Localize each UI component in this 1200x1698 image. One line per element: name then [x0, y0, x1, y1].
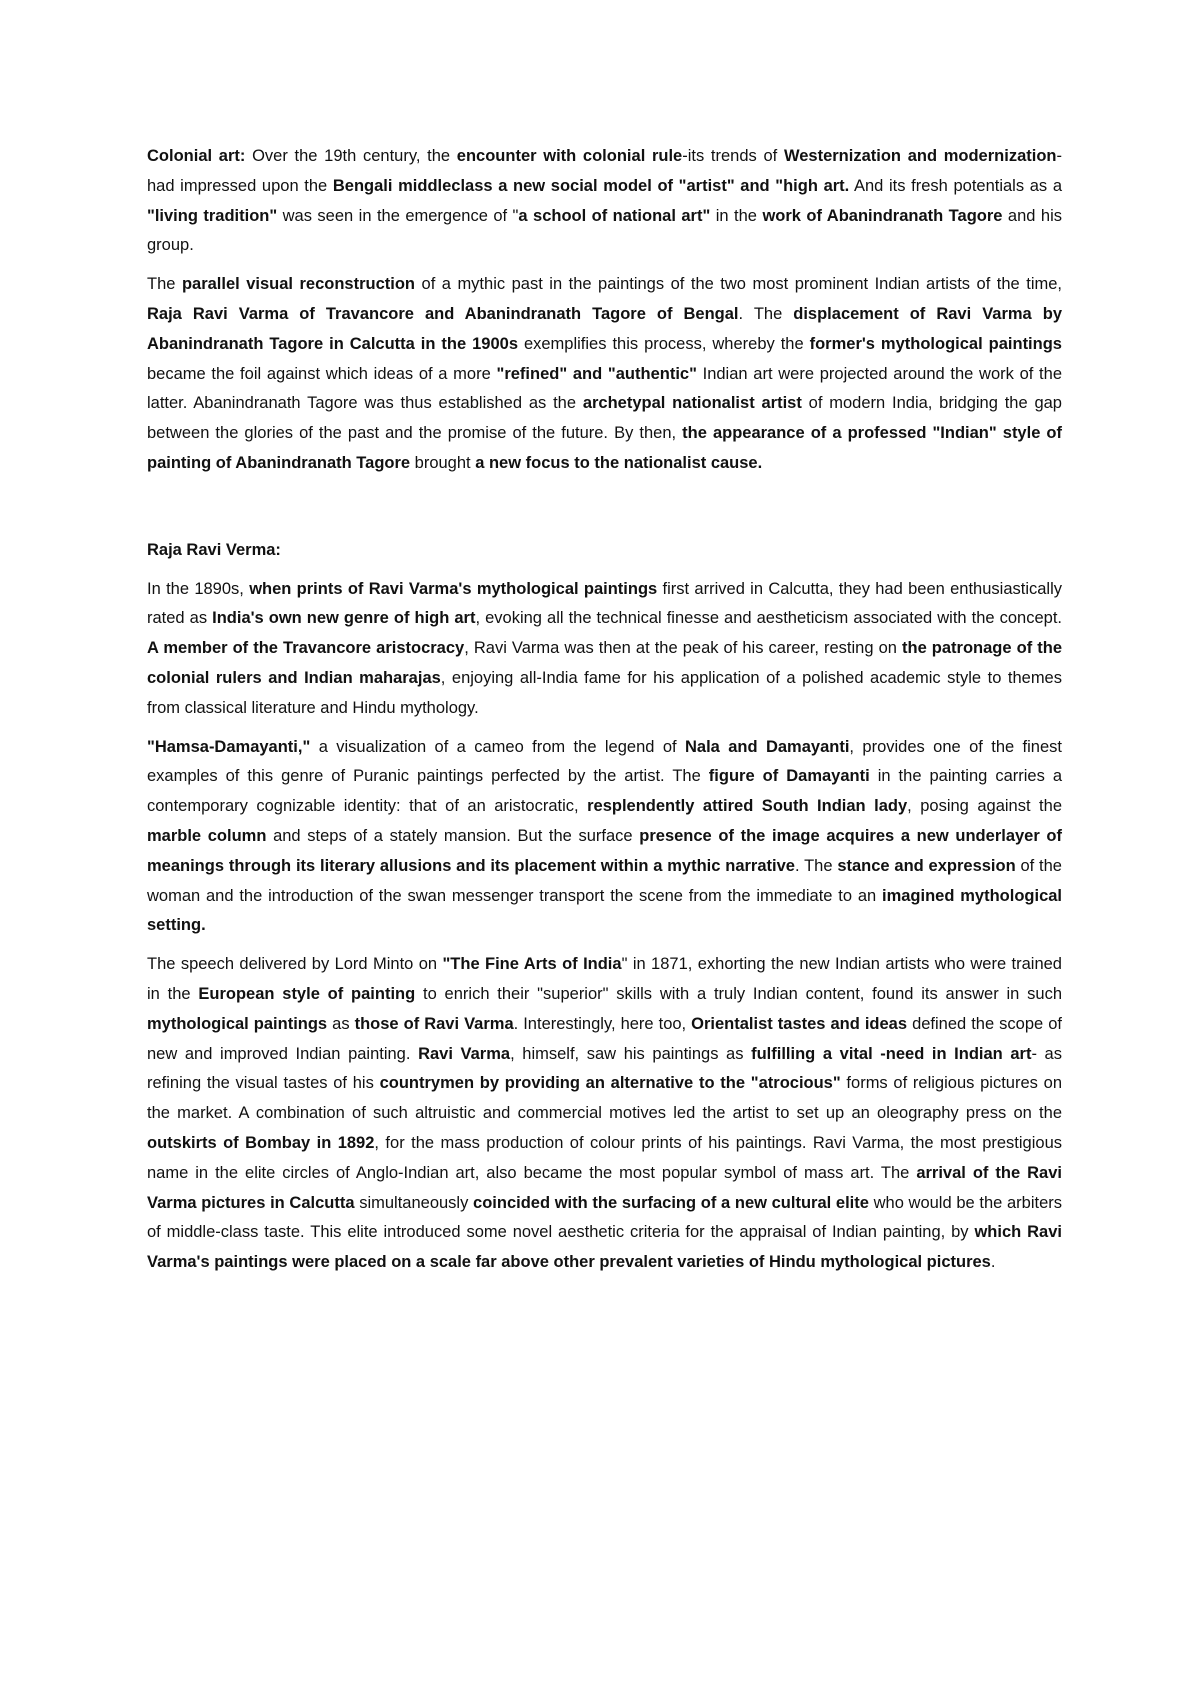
text-run: exemplifies this process, whereby the [518, 334, 810, 353]
bold-text-run: stance and expression [837, 856, 1016, 875]
bold-text-run: coincided with the surfacing of a new cultural elite [473, 1193, 869, 1212]
bold-text-run: imagined mythological setting. [147, 886, 1063, 935]
text-run: Over the 19th century, the [245, 147, 457, 165]
bold-text-run: archetypal nationalist artist [582, 394, 802, 413]
text-run: . The [738, 304, 794, 323]
bold-text-run: encounter with colonial rule [456, 147, 683, 165]
bold-text-run: Orientalist tastes and ideas [691, 1014, 908, 1033]
text-run: The [147, 275, 182, 294]
text-run: of the woman and the introduction of the swan messenger transport the scene from the immediate to an [147, 856, 1062, 905]
text-run: forms of religious pictures on the market. A combination of such altruistic and commercial motives led the artist to set up an oleography press on the [147, 1074, 1062, 1123]
bold-text-run: "living tradition" [147, 206, 278, 225]
bold-text-run: which Ravi Varma's paintings were placed on a scale far above other prevalent varieties of Hindu mythological pictures [147, 1223, 1062, 1272]
paragraph [147, 270, 1062, 479]
bold-text-run: a school of national art" [518, 206, 711, 225]
text-run: simultaneously [354, 1193, 474, 1212]
text-run: a visualization of a cameo from the legend of [310, 737, 685, 756]
bold-text-run: Bengali middleclass a new social model of "artist" and "high art. [332, 176, 850, 195]
text-run: , for the mass production of colour prints of his paintings. Ravi Varma, the most prestigious name in the elite circles of Anglo-Indian art, also became the most popular symbol of mass art. The [147, 1133, 1063, 1182]
text-run: , Ravi Varma was then at the peak of his career, resting on [464, 639, 902, 658]
text-run: brought [410, 453, 476, 472]
text-run: , posing against the [907, 797, 1062, 816]
bold-text-run: Ravi Varma [418, 1044, 511, 1063]
text-run: , evoking all the technical finesse and aestheticism associated with the concept. [475, 609, 1063, 628]
text-run: in the [710, 206, 763, 225]
bold-text-run: mythological paintings [147, 1014, 328, 1033]
bold-text-run: displacement of Ravi Varma by Abanindranath Tagore in Calcutta in the 1900s [147, 304, 1062, 353]
text-run: as [327, 1014, 355, 1033]
bold-text-run: the patronage of the colonial rulers and Indian maharajas [147, 639, 1062, 687]
text-run: -its trends of [682, 147, 784, 165]
bold-text-run: Nala and Damayanti [684, 737, 850, 756]
text-run: defined the scope of new and improved Indian painting. [147, 1014, 1062, 1063]
text-run: to enrich their "superior" skills with a truly Indian content, found its answer in such [415, 984, 1063, 1003]
text-run: of a mythic past in the paintings of the two most prominent Indian artists of the time, [415, 275, 1062, 294]
text-run: . The [794, 856, 838, 875]
paragraph [147, 575, 1062, 724]
text-run: And its fresh potentials as a [849, 176, 1062, 195]
bold-text-run: "Hamsa-Damayanti," [147, 737, 311, 756]
bold-text-run: "The Fine Arts of India [442, 955, 622, 974]
bold-text-run: A member of the Travancore aristocracy [147, 639, 465, 658]
bold-text-run: when prints of Ravi Varma's mythological paintings [249, 579, 658, 598]
document-page [147, 142, 1062, 1287]
bold-text-run: outskirts of Bombay in 1892 [147, 1133, 375, 1152]
text-run: - as refining the visual tastes of his [147, 1044, 1062, 1093]
text-run: , himself, saw his paintings as [510, 1044, 752, 1063]
section-heading [147, 536, 1062, 566]
text-run: of modern India, bridging the gap between the glories of the past and the promise of the future. By then, [147, 394, 1062, 443]
text-run: , provides one of the finest examples of this genre of Puranic paintings perfected by the artist. The [147, 737, 1062, 786]
bold-text-run: those of Ravi Varma [354, 1014, 514, 1033]
paragraph [147, 142, 1062, 261]
bold-text-run: parallel visual reconstruction [181, 275, 416, 294]
text-run: In the 1890s, [147, 579, 250, 598]
bold-text-run: figure of Damayanti [708, 767, 870, 786]
bold-text-run: countrymen by providing an alternative to the "atrocious" [379, 1074, 841, 1093]
bold-text-run: a new focus to the nationalist cause. [475, 453, 763, 472]
bold-text-run: marble column [147, 826, 267, 845]
text-run: The speech delivered by Lord Minto on [147, 955, 443, 974]
text-run: in the painting carries a contemporary cognizable identity: that of an aristocratic, [147, 767, 1063, 816]
bold-text-run: "refined" and "authentic" [496, 364, 697, 383]
text-run: , enjoying all-India fame for his application of a polished academic style to themes from classical literature and Hindu mythology. [147, 668, 1062, 717]
bold-text-run: arrival of the Ravi Varma pictures in Calcutta [147, 1163, 1062, 1212]
bold-text-run: Colonial art: [147, 147, 246, 165]
bold-text-run: resplendently attired South Indian lady [587, 797, 908, 816]
paragraph [147, 733, 1062, 942]
bold-text-run: Raja Ravi Varma of Travancore and Abanindranath Tagore of Bengal [147, 304, 739, 323]
text-run: first arrived in Calcutta, they had been enthusiastically rated as [147, 579, 1063, 628]
text-run: was seen in the emergence of " [277, 206, 519, 225]
bold-text-run: work of Abanindranath Tagore [762, 206, 1003, 225]
bold-text-run: India's own new genre of high art [212, 609, 476, 628]
bold-text-run: former's mythological paintings [809, 334, 1062, 353]
text-run: and steps of a stately mansion. But the surface [266, 826, 640, 845]
paragraph [147, 950, 1062, 1278]
heading-text: Raja Ravi Verma: [147, 540, 281, 559]
text-run: . Interestingly, here too, [513, 1014, 692, 1033]
text-run: " in 1871, exhorting the new Indian artists who were trained in the [147, 955, 1062, 1003]
text-run: and his group. [147, 206, 1062, 255]
bold-text-run: presence of the image acquires a new underlayer of meanings through its literary allusions and its placement within a mythic narrative [147, 826, 1062, 875]
bold-text-run: Westernization and modernization [783, 147, 1057, 165]
text-run: who would be the arbiters of middle-class taste. This elite introduced some novel aesthetic criteria for the appraisal of Indian painting, by [147, 1193, 1062, 1242]
bold-text-run: European style of painting [198, 984, 416, 1003]
text-run: Indian art were projected around the work of the latter. Abanindranath Tagore was thus established as the [147, 364, 1062, 413]
bold-text-run: fulfilling a vital -need in Indian art [751, 1044, 1032, 1063]
ravi-verma-section [147, 575, 1062, 1278]
text-run: - had impressed upon the [147, 147, 1062, 195]
text-run: . [990, 1253, 996, 1272]
intro-section [147, 142, 1062, 479]
bold-text-run: the appearance of a professed "Indian" style of painting of Abanindranath Tagore [147, 424, 1062, 472]
text-run: became the foil against which ideas of a more [147, 364, 497, 383]
